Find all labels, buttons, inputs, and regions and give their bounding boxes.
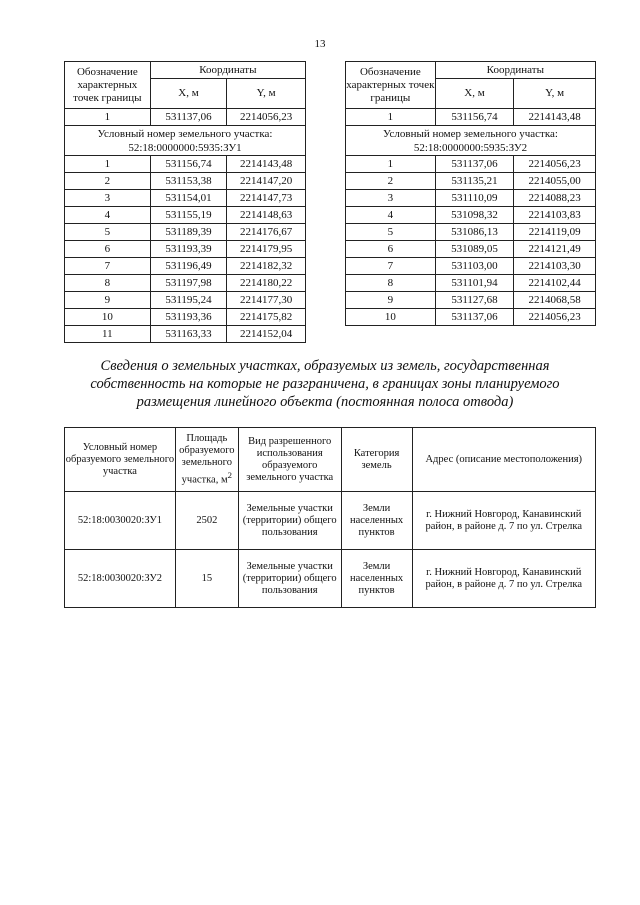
x-value: 531135,21: [435, 173, 514, 190]
table-row: [346, 292, 596, 309]
table-row: [346, 309, 596, 326]
page-number: 13: [314, 38, 326, 50]
header-land-category: Категория земель: [341, 428, 412, 492]
table-row: [346, 241, 596, 258]
parcel-address: г. Нижний Новгород, Канавинский район, в районе д. 7 по ул. Стрелка: [412, 550, 595, 608]
table-row: [346, 207, 596, 224]
header-coordinates: Координаты: [150, 62, 305, 79]
y-value: 2214147,73: [227, 190, 306, 207]
table-row: [65, 224, 306, 241]
table-row: [346, 190, 596, 207]
x-value: 531154,01: [150, 190, 227, 207]
header-permitted-use: Вид разрешенного использования образуемого земельного участка: [238, 428, 341, 492]
table-row: [65, 207, 306, 224]
parcel-use: Земельные участки (территории) общего пользования: [238, 492, 341, 550]
parcel-address: г. Нижний Новгород, Канавинский район, в районе д. 7 по ул. Стрелка: [412, 492, 595, 550]
parcel-caption: Условный номер земельного участка: 52:18:0000000:5935:ЗУ2: [346, 126, 596, 156]
point-number: 2: [65, 173, 151, 190]
y-value: 2214152,04: [227, 326, 306, 343]
point-number: 1: [346, 156, 436, 173]
point-number: 11: [65, 326, 151, 343]
header-area: Площадь образуемого земельного участка, $м^2$: [175, 428, 238, 492]
x-value: 531193,36: [150, 309, 227, 326]
point-number: 8: [65, 275, 151, 292]
point-number: 3: [65, 190, 151, 207]
x-value: 531156,74: [435, 109, 514, 126]
header-x: X, м: [435, 79, 514, 109]
section-title: Сведения о земельных участках, образуемых из земель, государственная собственность на которые не разграничена, в границах зоны планируемого размещения линейного объекта (постоянная полоса отвода): [90, 358, 560, 410]
y-value: 2214102,44: [514, 275, 596, 292]
table-row: [65, 190, 306, 207]
y-value: 2214175,82: [227, 309, 306, 326]
parcel-area: 2502: [175, 492, 238, 550]
table-row: [65, 109, 306, 126]
y-value: 2214182,32: [227, 258, 306, 275]
point-number: 9: [65, 292, 151, 309]
table-row: [65, 309, 306, 326]
table-row: [346, 258, 596, 275]
table-row: [346, 275, 596, 292]
x-value: 531156,74: [150, 156, 227, 173]
x-value: 531137,06: [150, 109, 227, 126]
table-row: [65, 275, 306, 292]
header-parcel-number: Условный номер образуемого земельного участка: [65, 428, 176, 492]
x-value: 531163,33: [150, 326, 227, 343]
point-number: 1: [65, 156, 151, 173]
point-number: 6: [65, 241, 151, 258]
table-row: [65, 258, 306, 275]
header-address: Адрес (описание местоположения): [412, 428, 595, 492]
point-number: 7: [65, 258, 151, 275]
header-y: Y, м: [514, 79, 596, 109]
y-value: 2214148,63: [227, 207, 306, 224]
header-point-label: Обозначение характерных точек границы: [346, 62, 436, 109]
table-row: [346, 156, 596, 173]
x-value: 531103,00: [435, 258, 514, 275]
y-value: 2214176,67: [227, 224, 306, 241]
point-number: 1: [346, 109, 436, 126]
point-number: 7: [346, 258, 436, 275]
y-value: 2214180,22: [227, 275, 306, 292]
table-row: [65, 156, 306, 173]
x-value: 531086,13: [435, 224, 514, 241]
header-coordinates: Координаты: [435, 62, 595, 79]
y-value: 2214147,20: [227, 173, 306, 190]
y-value: 2214088,23: [514, 190, 596, 207]
table-row: [346, 173, 596, 190]
x-value: 531127,68: [435, 292, 514, 309]
y-value: 2214103,83: [514, 207, 596, 224]
table-row: [65, 241, 306, 258]
x-value: 531137,06: [435, 156, 514, 173]
point-number: 1: [65, 109, 151, 126]
y-value: 2214056,23: [514, 309, 596, 326]
parcel-category: Земли населенных пунктов: [341, 550, 412, 608]
point-number: 10: [346, 309, 436, 326]
x-value: 531195,24: [150, 292, 227, 309]
header-y: Y, м: [227, 79, 306, 109]
x-value: 531110,09: [435, 190, 514, 207]
point-number: 5: [65, 224, 151, 241]
parcel-number: 52:18:0030020:ЗУ2: [65, 550, 176, 608]
x-value: 531189,39: [150, 224, 227, 241]
header-x: X, м: [150, 79, 227, 109]
parcel-use: Земельные участки (территории) общего пользования: [238, 550, 341, 608]
y-value: 2214103,30: [514, 258, 596, 275]
table-row: [65, 173, 306, 190]
point-number: 8: [346, 275, 436, 292]
point-number: 6: [346, 241, 436, 258]
x-value: 531193,39: [150, 241, 227, 258]
table-row: [65, 292, 306, 309]
parcels-table: [64, 427, 596, 608]
y-value: 2214177,30: [227, 292, 306, 309]
x-value: 531098,32: [435, 207, 514, 224]
parcel-area: 15: [175, 550, 238, 608]
x-value: 531196,49: [150, 258, 227, 275]
point-number: 2: [346, 173, 436, 190]
point-number: 5: [346, 224, 436, 241]
table-row: [65, 326, 306, 343]
x-value: 531101,94: [435, 275, 514, 292]
parcel-number: 52:18:0030020:ЗУ1: [65, 492, 176, 550]
coordinates-table-zu1: [64, 61, 306, 343]
y-value: 2214143,48: [227, 156, 306, 173]
x-value: 531155,19: [150, 207, 227, 224]
coordinates-table-zu2: [345, 61, 596, 326]
table-row: [65, 550, 596, 608]
header-point-label: Обозначение характерных точек границы: [65, 62, 151, 109]
x-value: 531153,38: [150, 173, 227, 190]
point-number: 4: [65, 207, 151, 224]
parcel-caption: Условный номер земельного участка: 52:18:0000000:5935:ЗУ1: [65, 126, 306, 156]
y-value: 2214056,23: [514, 156, 596, 173]
table-row: [65, 492, 596, 550]
y-value: 2214056,23: [227, 109, 306, 126]
y-value: 2214055,00: [514, 173, 596, 190]
table-row: [346, 224, 596, 241]
y-value: 2214143,48: [514, 109, 596, 126]
point-number: 10: [65, 309, 151, 326]
parcel-category: Земли населенных пунктов: [341, 492, 412, 550]
y-value: 2214179,95: [227, 241, 306, 258]
x-value: 531137,06: [435, 309, 514, 326]
y-value: 2214121,49: [514, 241, 596, 258]
table-row: [346, 109, 596, 126]
y-value: 2214119,09: [514, 224, 596, 241]
point-number: 4: [346, 207, 436, 224]
x-value: 531197,98: [150, 275, 227, 292]
y-value: 2214068,58: [514, 292, 596, 309]
point-number: 9: [346, 292, 436, 309]
point-number: 3: [346, 190, 436, 207]
x-value: 531089,05: [435, 241, 514, 258]
